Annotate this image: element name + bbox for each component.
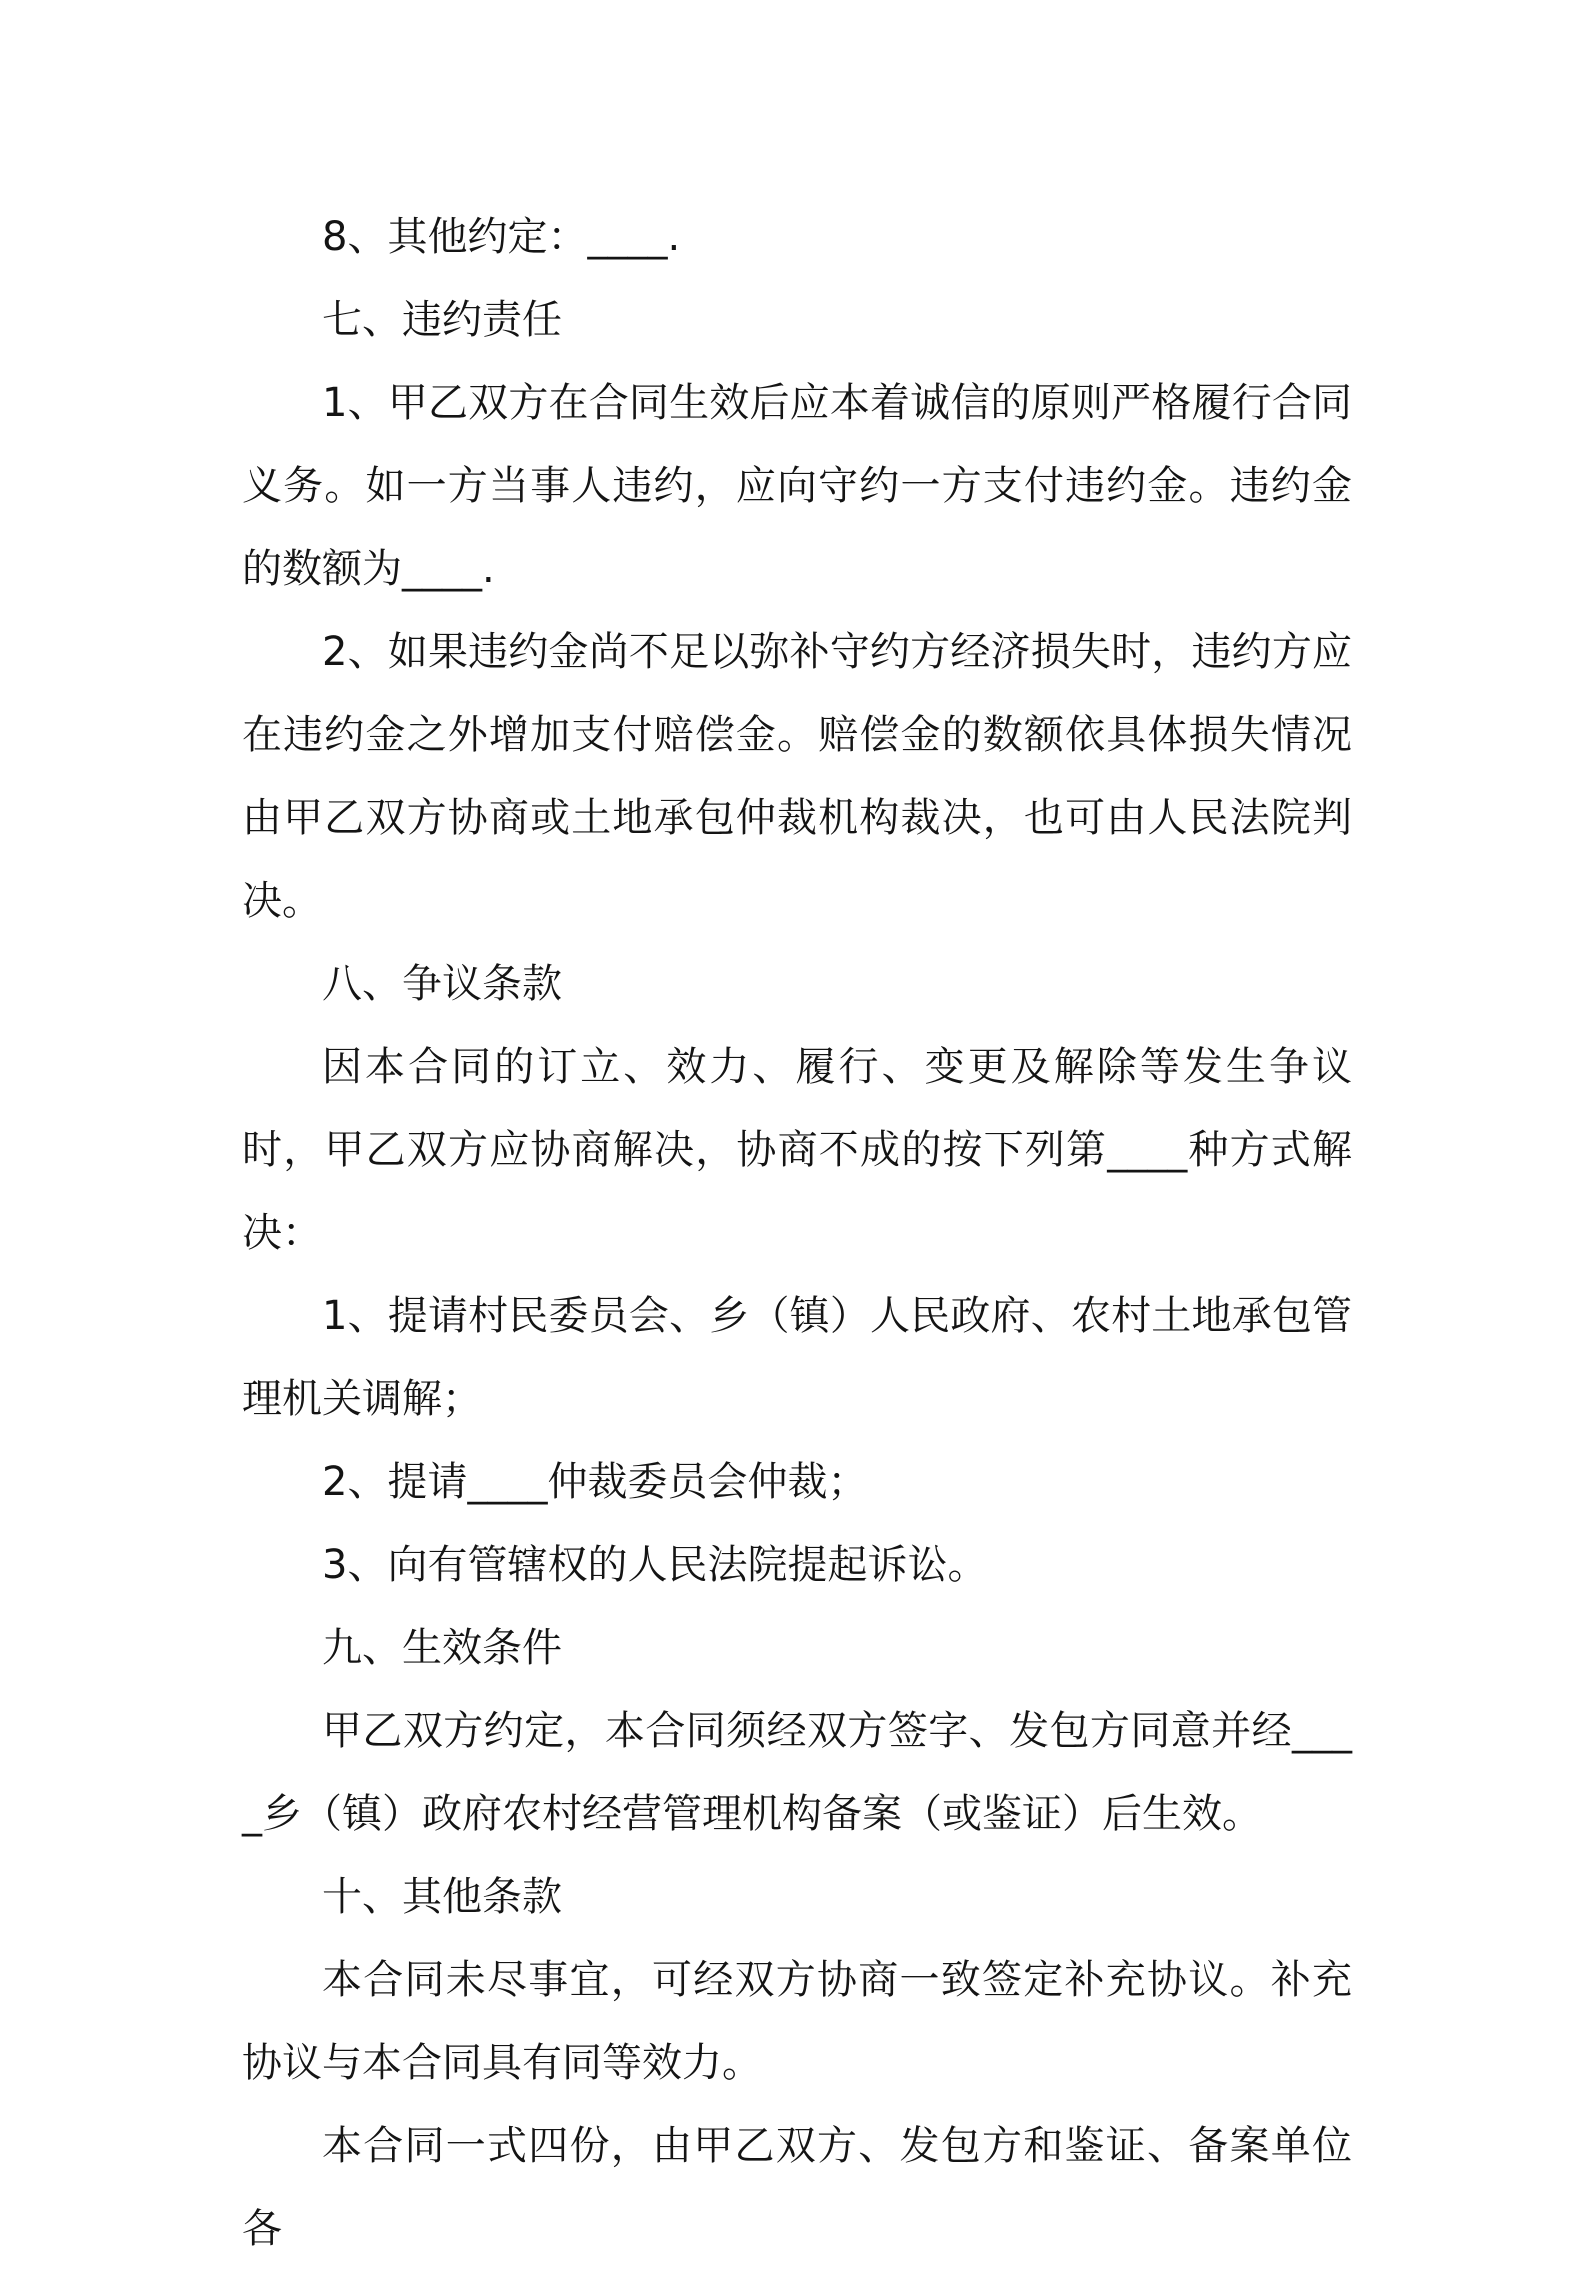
section-8-option-3: 3、向有管辖权的人民法院提起诉讼。 [322, 1542, 988, 1588]
section-10-title: 十、其他条款 [322, 1874, 562, 1920]
section-7-clause-2: 2、如果违约金尚不足以弥补守约方经济损失时，违约方应在违约金之外增加支付赔偿金。赔偿金的数额依具体损失情况由甲乙双方协商或土地承包仲裁机构裁决，也可由人民法院判决。 [242, 629, 1352, 924]
section-8-intro: 因本合同的订立、效力、履行、变更及解除等发生争议时，甲乙双方应协商解决，协商不成的按下列第____种方式解决： [242, 1044, 1352, 1256]
section-7-title: 七、违约责任 [322, 297, 562, 343]
section-10-body-1: 本合同未尽事宜，可经双方协商一致签定补充协议。补充协议与本合同具有同等效力。 [242, 1957, 1352, 2086]
document-body [242, 196, 1352, 2271]
section-7-clause-1: 1、甲乙双方在合同生效后应本着诚信的原则严格履行合同义务。如一方当事人违约，应向守约一方支付违约金。违约金的数额为____. [242, 380, 1352, 592]
section-9-title: 九、生效条件 [322, 1625, 562, 1671]
section-8-option-2: 2、提请____仲裁委员会仲裁； [322, 1459, 868, 1505]
section-10-body-2: 本合同一式四份，由甲乙双方、发包方和鉴证、备案单位各 [242, 2123, 1352, 2252]
item-8-other: 8、其他约定：____. [322, 214, 681, 260]
section-8-title: 八、争议条款 [322, 961, 562, 1007]
section-8-option-1: 1、提请村民委员会、乡（镇）人民政府、农村土地承包管理机关调解； [242, 1293, 1352, 1422]
section-9-body: 甲乙双方约定，本合同须经双方签字、发包方同意并经____乡（镇）政府农村经营管理机构备案（或鉴证）后生效。 [242, 1708, 1352, 1837]
